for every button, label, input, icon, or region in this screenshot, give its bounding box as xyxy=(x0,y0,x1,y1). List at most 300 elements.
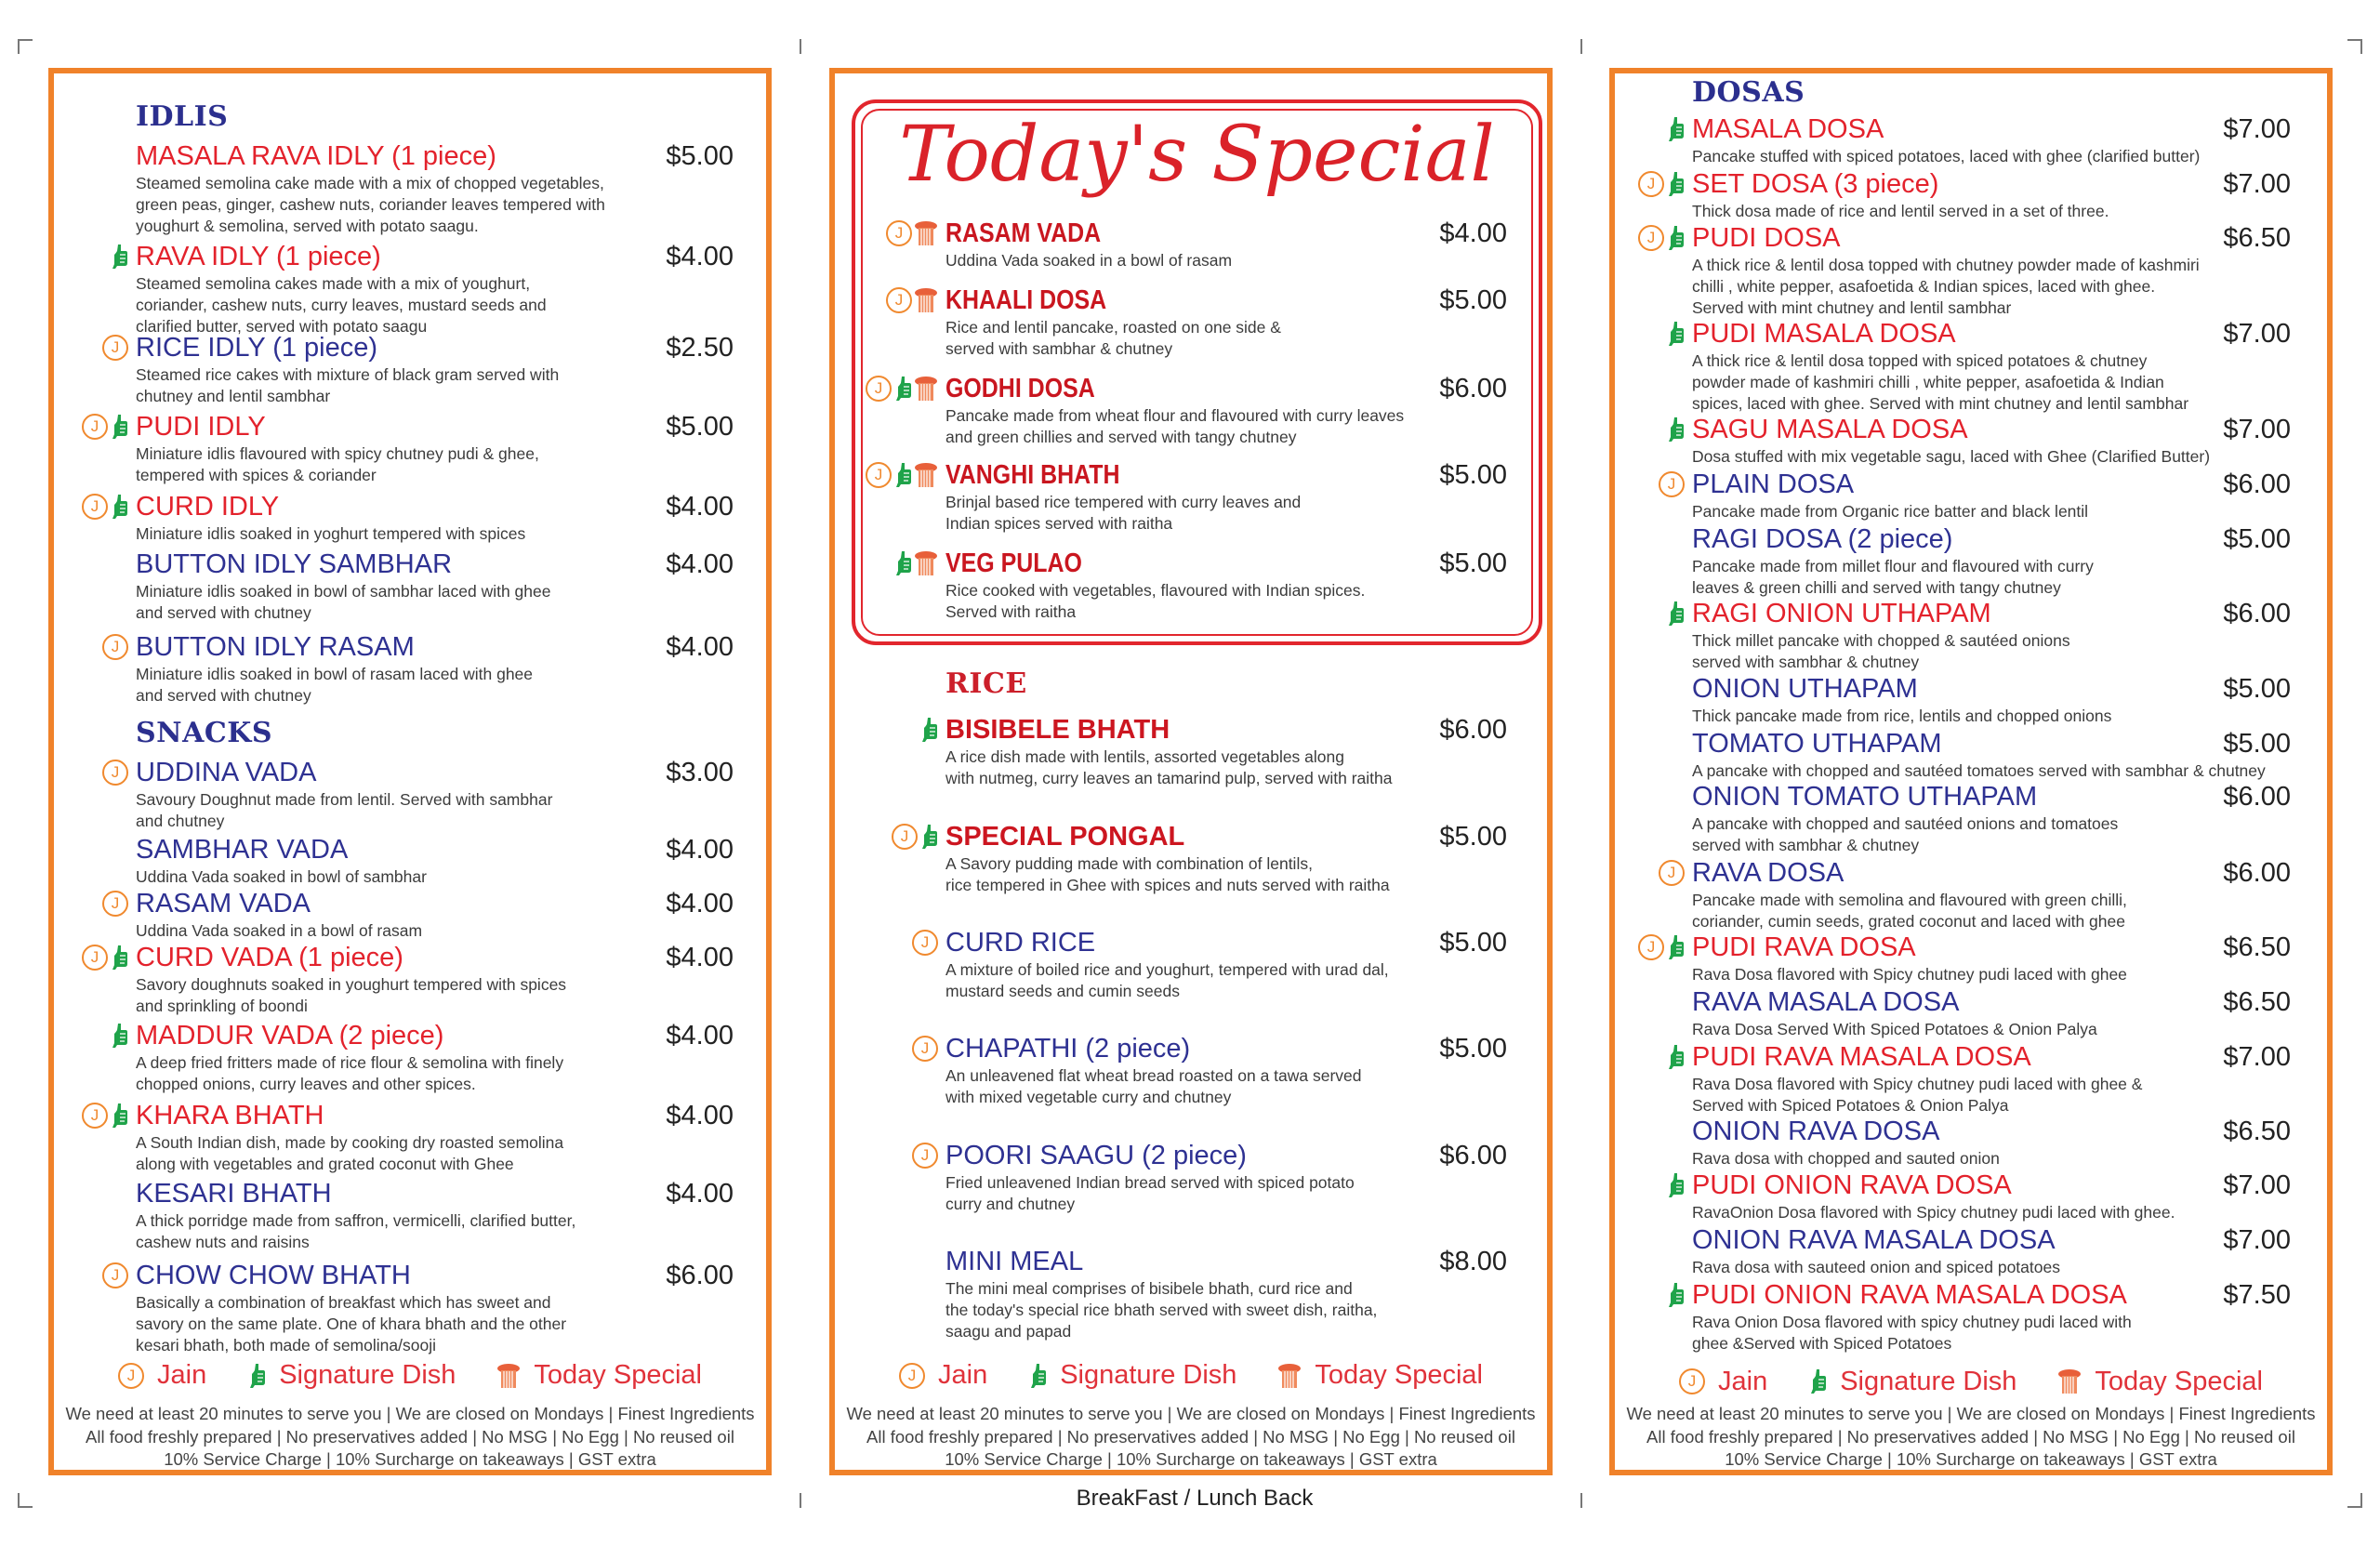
item-price: $8.00 xyxy=(1439,1247,1507,1277)
item-price: $5.00 xyxy=(1439,1034,1507,1064)
footer-note: We need at least 20 minutes to serve you | We are closed on Mondays | Finest Ingredients xyxy=(846,1404,1536,1424)
menu-panel-idlis-snacks xyxy=(48,68,772,1475)
item-price: $6.00 xyxy=(2223,469,2291,499)
item-price: $4.00 xyxy=(666,835,734,865)
legend-label: Today Special xyxy=(534,1360,702,1391)
item-name: ONION TOMATO UTHAPAM xyxy=(1692,782,2038,813)
thumbs-up-signature-icon xyxy=(893,550,912,576)
item-name: GODHI DOSA xyxy=(945,374,1095,404)
menu-item xyxy=(1615,729,2327,782)
item-icons xyxy=(1582,171,1685,197)
item-description: Rava dosa with chopped and sauted onion xyxy=(1692,1148,2000,1168)
item-description: A pancake with chopped and sautéed tomatoes served with sambhar & chutney xyxy=(1692,761,2266,781)
legend-label: Today Special xyxy=(1315,1360,1483,1391)
thumbs-up-signature-icon xyxy=(247,1363,266,1389)
item-price: $7.00 xyxy=(2223,415,2291,445)
item-description: Miniature idlis soaked in bowl of rasam laced with ghee and served with chutney xyxy=(136,664,534,705)
item-name: MADDUR VADA (2 piece) xyxy=(136,1020,444,1050)
item-name: RICE IDLY (1 piece) xyxy=(136,332,378,363)
item-name: PUDI MASALA DOSA xyxy=(1692,319,1956,350)
item-name: PUDI RAVA DOSA xyxy=(1692,932,1916,962)
item-price: $5.00 xyxy=(666,141,734,172)
item-price: $5.00 xyxy=(2223,674,2291,705)
thumbs-up-signature-icon xyxy=(1808,1368,1827,1394)
menu-item xyxy=(54,412,766,486)
item-price: $6.50 xyxy=(2223,1116,2291,1146)
item-price: $4.00 xyxy=(666,1101,734,1131)
item-price: $5.00 xyxy=(1439,821,1507,852)
legend-signature xyxy=(1808,1367,2016,1397)
section-heading: SNACKS xyxy=(136,716,272,749)
item-name: RASAM VADA xyxy=(945,218,1102,249)
thumbs-up-signature-icon xyxy=(110,494,128,520)
item-icons xyxy=(26,891,128,917)
menu-item xyxy=(1615,599,2327,673)
item-name: PLAIN DOSA xyxy=(1692,469,1855,499)
thumbs-up-signature-icon xyxy=(1666,1282,1685,1308)
item-description: A deep fried fritters made of rice flour & semolina with finely chopped onions, curry leaves and other spices. xyxy=(136,1052,564,1093)
item-price: $4.00 xyxy=(666,1178,734,1209)
item-price: $5.00 xyxy=(666,411,734,442)
item-name: PUDI ONION RAVA DOSA xyxy=(1692,1170,2012,1201)
item-icons xyxy=(26,634,128,660)
menu-item xyxy=(1615,169,2327,222)
item-description: Thick dosa made of rice and lentil served in a set of three. xyxy=(1692,201,2109,220)
menu-item xyxy=(54,1179,766,1253)
thumbs-up-signature-icon xyxy=(110,414,128,440)
chef-hat-special-icon xyxy=(1277,1363,1302,1389)
menu-item xyxy=(54,889,766,942)
item-name: ONION RAVA DOSA xyxy=(1692,1116,1940,1146)
jain-icon: J xyxy=(102,760,128,786)
item-description: Pancake made from millet flour and flavoured with curry leaves & green chilli and served with tangy chutney xyxy=(1692,556,2094,597)
menu-item xyxy=(54,492,766,545)
crop-mark xyxy=(2347,39,2362,41)
item-icons xyxy=(836,1036,938,1062)
item-icons xyxy=(1582,601,1685,627)
item-icons xyxy=(836,550,938,576)
jain-icon: J xyxy=(102,335,128,361)
menu-item xyxy=(835,548,1547,623)
crop-mark xyxy=(18,39,33,41)
item-icons xyxy=(836,930,938,956)
menu-item xyxy=(835,928,1547,1002)
item-name: KHARA BHATH xyxy=(136,1101,324,1131)
item-price: $4.00 xyxy=(666,549,734,580)
menu-item xyxy=(54,943,766,1017)
thumbs-up-signature-icon xyxy=(1666,321,1685,347)
legend-label: Signature Dish xyxy=(279,1360,456,1391)
item-price: $6.50 xyxy=(2223,932,2291,962)
menu-item xyxy=(835,715,1547,789)
item-description: Rice and lentil pancake, roasted on one side & served with sambhar & chutney xyxy=(945,318,1281,359)
legend-jain xyxy=(118,1360,206,1391)
thumbs-up-signature-icon xyxy=(1666,934,1685,960)
item-name: SAMBHAR VADA xyxy=(136,835,349,865)
item-name: ONION UTHAPAM xyxy=(1692,674,1918,705)
item-icons xyxy=(26,945,128,971)
menu-item xyxy=(54,1021,766,1095)
jain-icon: J xyxy=(892,824,918,850)
item-description: Rice cooked with vegetables, flavoured with Indian spices. Served with raitha xyxy=(945,580,1366,621)
item-icons xyxy=(1582,860,1685,886)
chef-hat-special-icon xyxy=(2057,1368,2082,1394)
section-heading: RICE xyxy=(945,667,1027,701)
item-name: UDDINA VADA xyxy=(136,758,317,788)
footer-note: 10% Service Charge | 10% Surcharge on takeaways | GST extra xyxy=(1725,1449,2217,1470)
item-description: A pancake with chopped and sautéed onions and tomatoes served with sambhar & chutney xyxy=(1692,814,2119,855)
item-price: $7.00 xyxy=(2223,1041,2291,1072)
legend xyxy=(835,1360,1547,1391)
jain-icon: J xyxy=(1638,934,1664,960)
menu-item xyxy=(835,822,1547,896)
item-name: RAVA DOSA xyxy=(1692,857,1844,888)
thumbs-up-signature-icon xyxy=(1666,1172,1685,1198)
item-icons xyxy=(26,494,128,520)
jain-icon: J xyxy=(82,414,108,440)
menu-item xyxy=(1615,1280,2327,1354)
item-icons xyxy=(836,462,938,488)
item-name: BUTTON IDLY SAMBHAR xyxy=(136,549,453,580)
thumbs-up-signature-icon xyxy=(1028,1363,1047,1389)
chef-hat-special-icon xyxy=(914,220,938,246)
menu-item xyxy=(1615,987,2327,1040)
footer-note: 10% Service Charge | 10% Surcharge on takeaways | GST extra xyxy=(945,1449,1437,1470)
item-icons xyxy=(1582,934,1685,960)
menu-item xyxy=(54,835,766,888)
thumbs-up-signature-icon xyxy=(1666,416,1685,443)
item-icons xyxy=(26,335,128,361)
menu-item xyxy=(1615,114,2327,167)
thumbs-up-signature-icon xyxy=(919,824,938,850)
item-icons xyxy=(1582,1282,1685,1308)
menu-item xyxy=(1615,1225,2327,1278)
thumbs-up-signature-icon xyxy=(110,244,128,270)
jain-icon: J xyxy=(912,930,938,956)
item-price: $7.00 xyxy=(2223,1225,2291,1256)
item-name: RAGI ONION UTHAPAM xyxy=(1692,598,1991,628)
item-description: A thick rice & lentil dosa topped with spiced potatoes & chutney powder made of kashmiri chilli , white pepper, asafoetida & Indian spices, laced with ghee. Served with mint chutney and lentil sambhar xyxy=(1692,351,2189,414)
item-name: POORI SAAGU (2 piece) xyxy=(945,1140,1247,1170)
item-description: Rava Dosa Served With Spiced Potatoes & Onion Palya xyxy=(1692,1019,2097,1038)
item-icons xyxy=(26,414,128,440)
item-description: Pancake stuffed with spiced potatoes, laced with ghee (clarified butter) xyxy=(1692,146,2201,165)
item-icons xyxy=(836,376,938,402)
item-name: PUDI ONION RAVA MASALA DOSA xyxy=(1692,1279,2127,1310)
item-name: SET DOSA (3 piece) xyxy=(1692,168,1939,199)
legend-signature xyxy=(1028,1360,1236,1391)
item-name: RASAM VADA xyxy=(136,888,311,918)
legend-special xyxy=(496,1360,702,1391)
item-price: $4.00 xyxy=(666,492,734,522)
item-price: $6.00 xyxy=(2223,598,2291,628)
item-icons xyxy=(26,1262,128,1288)
item-description: An unleavened flat wheat bread roasted on a tawa served with mixed vegetable curry and chutney xyxy=(945,1066,1362,1107)
item-price: $4.00 xyxy=(666,631,734,662)
item-description: RavaOnion Dosa flavored with Spicy chutney pudi laced with ghee. xyxy=(1692,1203,2175,1222)
jain-icon: J xyxy=(886,287,912,313)
item-name: RAVA IDLY (1 piece) xyxy=(136,241,381,271)
thumbs-up-signature-icon xyxy=(1666,171,1685,197)
jain-icon: J xyxy=(899,1363,925,1389)
jain-icon: J xyxy=(102,634,128,660)
item-description: Thick millet pancake with chopped & sautéed onions served with sambhar & chutney xyxy=(1692,630,2070,671)
item-description: A mixture of boiled rice and youghurt, tempered with urad dal, mustard seeds and cumin seeds xyxy=(945,960,1389,1001)
footer-note: All food freshly prepared | No preservatives added | No MSG | No Egg | No reused oil xyxy=(1646,1426,2295,1447)
item-price: $4.00 xyxy=(666,888,734,918)
item-description: A Savory pudding made with combination of lentils, rice tempered in Ghee with spices and nuts served with raitha xyxy=(945,853,1390,894)
item-description: Savoury Doughnut made from lentil. Served with sambhar and chutney xyxy=(136,790,553,831)
item-description: Pancake made from Organic rice batter and black lentil xyxy=(1692,501,2089,521)
item-price: $4.00 xyxy=(666,943,734,973)
menu-item xyxy=(54,1101,766,1175)
item-description: Steamed semolina cakes made with a mix of youghurt, coriander, cashew nuts, curry leaves, mustard seeds and clarified butter, served with potato saagu xyxy=(136,273,547,336)
item-name: BUTTON IDLY RASAM xyxy=(136,631,415,662)
menu-item xyxy=(1615,1170,2327,1223)
thumbs-up-signature-icon xyxy=(1666,225,1685,251)
legend-label: Jain xyxy=(938,1360,988,1391)
item-icons xyxy=(1582,321,1685,347)
legend-special xyxy=(1277,1360,1483,1391)
item-price: $3.00 xyxy=(666,758,734,788)
item-icons xyxy=(26,244,128,270)
item-price: $6.00 xyxy=(1439,715,1507,746)
item-price: $5.00 xyxy=(2223,729,2291,760)
thumbs-up-signature-icon xyxy=(1666,116,1685,142)
jain-icon: J xyxy=(82,945,108,971)
item-name: CHOW CHOW BHATH xyxy=(136,1260,411,1290)
menu-item xyxy=(1615,1042,2327,1117)
item-description: Rava Onion Dosa flavored with spicy chutney pudi laced with ghee &Served with Spiced Potatoes xyxy=(1692,1312,2132,1353)
item-description: The mini meal comprises of bisibele bhath, curd rice and the today's special rice bhath served with sweet dish, raitha, saagu and papad xyxy=(945,1279,1378,1341)
item-icons xyxy=(836,1143,938,1169)
menu-item xyxy=(1615,524,2327,599)
footer-note: All food freshly prepared | No preservatives added | No MSG | No Egg | No reused oil xyxy=(866,1426,1515,1447)
item-name: CURD IDLY xyxy=(136,492,280,522)
menu-item xyxy=(54,632,766,707)
menu-item xyxy=(1615,415,2327,468)
menu-item xyxy=(835,1034,1547,1108)
thumbs-up-signature-icon xyxy=(110,1023,128,1049)
item-price: $6.50 xyxy=(2223,223,2291,254)
chef-hat-special-icon xyxy=(496,1363,521,1389)
item-description: Rava Dosa flavored with Spicy chutney pudi laced with ghee & Served with Spiced Potatoes & Onion Palya xyxy=(1692,1074,2143,1115)
item-name: TOMATO UTHAPAM xyxy=(1692,729,1942,760)
item-name: BISIBELE BHATH xyxy=(945,715,1170,746)
item-description: Rava Dosa flavored with Spicy chutney pudi laced with ghee xyxy=(1692,964,2127,984)
item-name: CHAPATHI (2 piece) xyxy=(945,1034,1191,1064)
legend-special xyxy=(2057,1367,2263,1397)
jain-icon: J xyxy=(912,1036,938,1062)
chef-hat-special-icon xyxy=(914,376,938,402)
menu-item xyxy=(835,1141,1547,1215)
jain-icon: J xyxy=(1659,860,1685,886)
jain-icon: J xyxy=(118,1363,144,1389)
item-icons xyxy=(1582,116,1685,142)
menu-item xyxy=(835,1247,1547,1342)
item-price: $6.00 xyxy=(666,1260,734,1290)
item-name: KHAALI DOSA xyxy=(945,285,1107,316)
item-icons xyxy=(836,824,938,850)
item-price: $7.00 xyxy=(2223,319,2291,350)
legend-jain xyxy=(899,1360,987,1391)
menu-item xyxy=(1615,469,2327,522)
jain-icon: J xyxy=(1638,171,1664,197)
menu-item xyxy=(1615,858,2327,932)
legend-label: Today Special xyxy=(2095,1366,2263,1396)
legend-signature xyxy=(247,1360,456,1391)
menu-item xyxy=(1615,932,2327,985)
footer-note: We need at least 20 minutes to serve you | We are closed on Mondays | Finest Ingredients xyxy=(65,1404,755,1424)
item-description: Steamed semolina cake made with a mix of chopped vegetables, green peas, ginger, cashew nuts, coriander leaves tempered with youghurt & semolina, served with potato saagu. xyxy=(136,174,605,236)
item-icons xyxy=(836,717,938,743)
footer-note: We need at least 20 minutes to serve you | We are closed on Mondays | Finest Ingredients xyxy=(1626,1404,2316,1424)
item-description: Miniature idlis soaked in bowl of sambhar laced with ghee and served with chutney xyxy=(136,582,551,623)
item-description: Uddina Vada soaked in bowl of sambhar xyxy=(136,867,427,887)
menu-item xyxy=(835,374,1547,448)
item-name: CURD VADA (1 piece) xyxy=(136,943,403,973)
menu-panel-specials-rice xyxy=(829,68,1553,1475)
item-price: $5.00 xyxy=(1439,548,1507,578)
legend-label: Signature Dish xyxy=(1060,1360,1237,1391)
item-price: $5.00 xyxy=(1439,928,1507,958)
section-heading: IDLIS xyxy=(136,99,229,133)
todays-special-title: Today's Special xyxy=(899,111,1495,199)
jain-icon: J xyxy=(1679,1368,1705,1394)
legend-label: Signature Dish xyxy=(1840,1366,2017,1396)
item-price: $7.00 xyxy=(2223,1170,2291,1201)
item-description: A thick porridge made from saffron, vermicelli, clarified butter, cashew nuts and raisins xyxy=(136,1210,576,1251)
item-price: $5.00 xyxy=(2223,523,2291,554)
jain-icon: J xyxy=(912,1143,938,1169)
item-price: $7.50 xyxy=(2223,1279,2291,1310)
item-description: Pancake made with semolina and flavoured with green chilli, coriander, cumin seeds, grated coconut and laced with ghee xyxy=(1692,890,2127,931)
item-name: KESARI BHATH xyxy=(136,1178,332,1209)
chef-hat-special-icon xyxy=(914,287,938,313)
item-description: Uddina Vada soaked in a bowl of rasam xyxy=(945,251,1233,271)
jain-icon: J xyxy=(82,1103,108,1129)
item-name: VEG PULAO xyxy=(945,548,1082,578)
item-price: $6.00 xyxy=(1439,1140,1507,1170)
item-description: Steamed rice cakes with mixture of black gram served with chutney and lentil sambhar xyxy=(136,364,560,405)
thumbs-up-signature-icon xyxy=(893,462,912,488)
item-price: $6.50 xyxy=(2223,986,2291,1017)
menu-panel-dosas xyxy=(1609,68,2333,1475)
item-icons xyxy=(1582,225,1685,251)
item-name: PUDI DOSA xyxy=(1692,223,1841,254)
item-name: CURD RICE xyxy=(945,928,1096,958)
menu-item xyxy=(1615,319,2327,415)
item-price: $4.00 xyxy=(666,241,734,271)
thumbs-up-signature-icon xyxy=(1666,1044,1685,1070)
menu-item xyxy=(54,242,766,337)
menu-item xyxy=(835,218,1547,271)
item-name: SAGU MASALA DOSA xyxy=(1692,415,1968,445)
section-heading: DOSAS xyxy=(1692,75,1805,109)
item-price: $4.00 xyxy=(1439,218,1507,249)
jain-icon: J xyxy=(102,891,128,917)
item-price: $5.00 xyxy=(1439,285,1507,316)
jain-icon: J xyxy=(82,494,108,520)
crop-mark xyxy=(18,39,20,54)
item-description: Miniature idlis flavoured with spicy chutney pudi & ghee, tempered with spices & coriander xyxy=(136,443,539,484)
item-price: $7.00 xyxy=(2223,113,2291,144)
item-name: RAVA MASALA DOSA xyxy=(1692,986,1960,1017)
item-name: MASALA RAVA IDLY (1 piece) xyxy=(136,141,496,172)
thumbs-up-signature-icon xyxy=(893,376,912,402)
item-name: RAGI DOSA (2 piece) xyxy=(1692,523,1953,554)
item-description: Fried unleavened Indian bread served with spiced potato curry and chutney xyxy=(945,1172,1355,1213)
item-icons xyxy=(26,1103,128,1129)
legend-jain xyxy=(1679,1367,1767,1397)
item-name: PUDI RAVA MASALA DOSA xyxy=(1692,1041,2031,1072)
chef-hat-special-icon xyxy=(914,550,938,576)
legend-label: Jain xyxy=(157,1360,207,1391)
item-price: $6.00 xyxy=(2223,782,2291,813)
item-description: Uddina Vada soaked in a bowl of rasam xyxy=(136,920,423,940)
legend xyxy=(1615,1367,2327,1397)
thumbs-up-signature-icon xyxy=(1666,601,1685,627)
item-description: Pancake made from wheat flour and flavoured with curry leaves and green chillies and served with tangy chutney xyxy=(945,406,1405,447)
menu-item xyxy=(54,758,766,832)
item-icons xyxy=(1582,1172,1685,1198)
thumbs-up-signature-icon xyxy=(110,1103,128,1129)
item-icons xyxy=(1582,471,1685,497)
item-icons xyxy=(26,760,128,786)
item-icons xyxy=(1582,1044,1685,1070)
page-caption: BreakFast / Lunch Back xyxy=(1076,1486,1314,1511)
item-description: Thick pancake made from rice, lentils and chopped onions xyxy=(1692,707,2112,726)
item-name: VANGHI BHATH xyxy=(945,460,1120,491)
item-name: MINI MEAL xyxy=(945,1247,1084,1277)
item-description: Miniature idlis soaked in yoghurt tempered with spices xyxy=(136,524,526,544)
menu-item xyxy=(54,333,766,407)
crop-mark xyxy=(2360,39,2362,54)
thumbs-up-signature-icon xyxy=(919,717,938,743)
thumbs-up-signature-icon xyxy=(110,945,128,971)
legend-label: Jain xyxy=(1718,1366,1768,1396)
item-icons xyxy=(836,220,938,246)
menu-item xyxy=(54,1261,766,1356)
menu-item xyxy=(54,141,766,237)
crop-mark xyxy=(800,39,801,54)
item-description: Savory doughnuts soaked in youghurt tempered with spices and sprinkling of boondi xyxy=(136,975,567,1016)
crop-mark xyxy=(1580,39,1582,54)
jain-icon: J xyxy=(886,220,912,246)
item-description: A thick rice & lentil dosa topped with chutney powder made of kashmiri chilli , white pepper, asafoetida & Indian spices, laced with ghee. Served with mint chutney and lentil sambhar xyxy=(1692,256,2200,318)
item-name: SPECIAL PONGAL xyxy=(945,821,1185,852)
item-name: ONION RAVA MASALA DOSA xyxy=(1692,1225,2056,1256)
item-price: $2.50 xyxy=(666,332,734,363)
menu-item xyxy=(835,285,1547,360)
jain-icon: J xyxy=(1638,225,1664,251)
item-icons xyxy=(836,287,938,313)
item-description: A rice dish made with lentils, assorted vegetables along with nutmeg, curry leaves an tamarind pulp, served with raitha xyxy=(945,747,1393,788)
menu-item xyxy=(835,460,1547,535)
chef-hat-special-icon xyxy=(914,462,938,488)
item-description: Rava dosa with sauteed onion and spiced potatoes xyxy=(1692,1258,2060,1277)
footer-note: 10% Service Charge | 10% Surcharge on takeaways | GST extra xyxy=(164,1449,656,1470)
item-description: Basically a combination of breakfast which has sweet and savory on the same plate. One of khara bhath and the other kesari bhath, both made of semolina/sooji xyxy=(136,1292,567,1354)
item-icons xyxy=(1582,416,1685,443)
menu-item xyxy=(54,549,766,624)
menu-item xyxy=(1615,674,2327,727)
item-description: A South Indian dish, made by cooking dry roasted semolina along with vegetables and grated coconut with Ghee xyxy=(136,1133,564,1174)
legend xyxy=(54,1360,766,1391)
item-price: $5.00 xyxy=(1439,460,1507,491)
item-description: Dosa stuffed with mix vegetable sagu, laced with Ghee (Clarified Butter) xyxy=(1692,447,2211,467)
item-price: $6.00 xyxy=(1439,374,1507,404)
